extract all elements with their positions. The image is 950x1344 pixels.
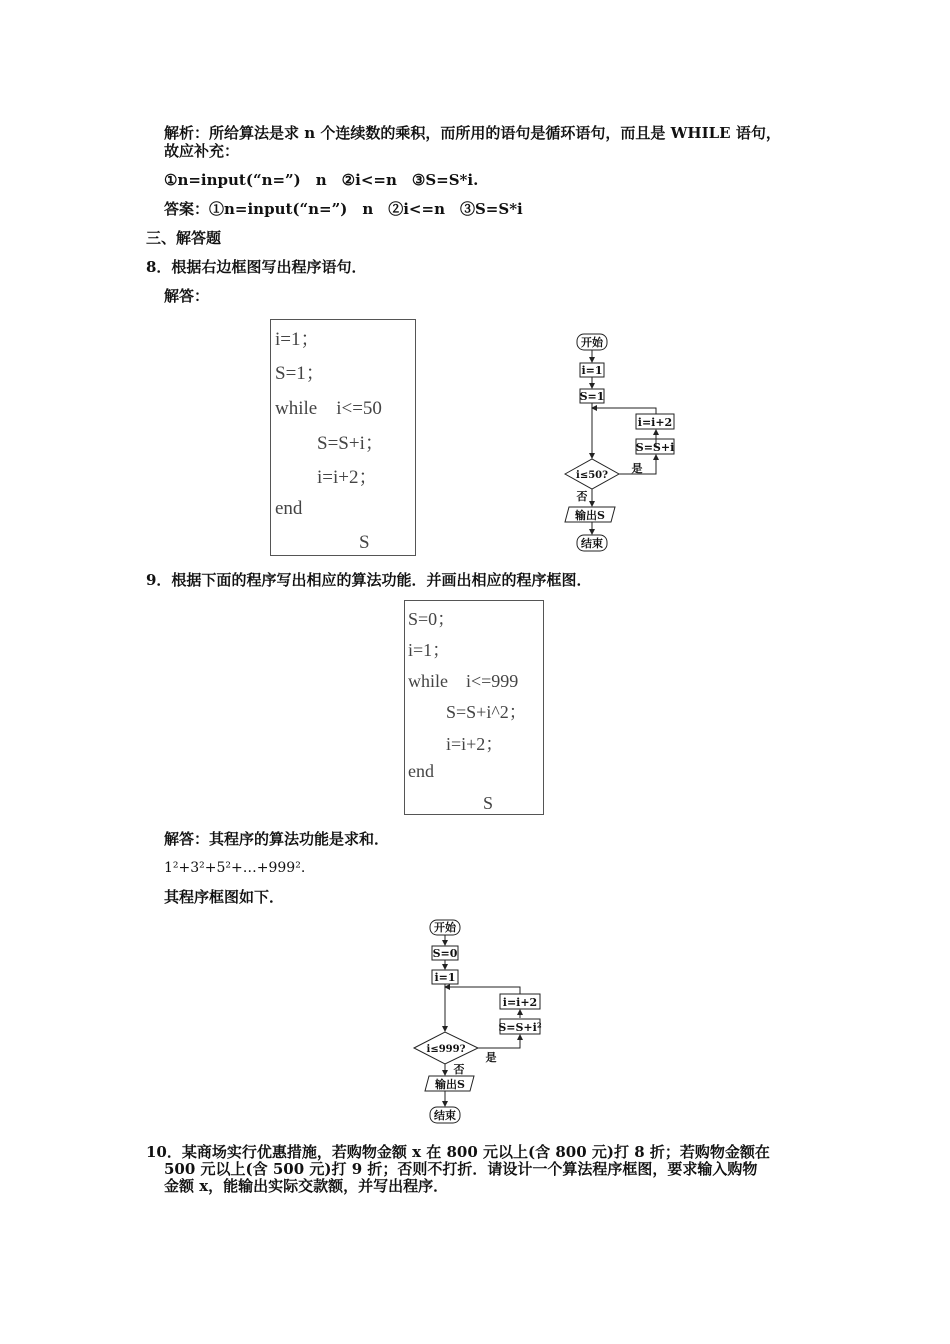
q10-line-3: 金额 x，能输出实际交款额，并写出程序． [164, 1177, 449, 1195]
q8-init-i-label: i=1 [581, 364, 603, 377]
q10-line-1: 10．某商场实行优惠措施，若购物金额 x 在 800 元以上(含 800 元)打 8 折；若购物金额在 [146, 1143, 770, 1161]
q8-no-label: 否 [576, 490, 588, 503]
q9-code-line-3: while i<=999 [408, 671, 519, 691]
q9-code-box [404, 600, 544, 815]
q9-flowchart [408, 916, 548, 1128]
q8-code-line-4: S=S+i； [317, 433, 384, 454]
q9-end-label: 结束 [434, 1109, 456, 1122]
analysis-line-2: 故应补充： [164, 142, 240, 160]
q8-output-label: 输出S [575, 509, 605, 522]
q9-no-label: 否 [453, 1063, 465, 1076]
q8-code-line-5: i=i+2； [317, 467, 378, 488]
q8-code-line-7: S [359, 532, 370, 553]
q8-code-line-3: while i<=50 [275, 398, 382, 419]
q9-code-line-1: S=0； [408, 609, 456, 629]
q8-end-label: 结束 [581, 537, 603, 550]
q8-init-s-label: S=1 [579, 390, 605, 403]
q8-code-line-1: i=1； [275, 329, 320, 350]
q9-code-line-2: i=1； [408, 640, 451, 660]
q9-init-s-label: S=0 [432, 947, 458, 960]
q9-inc-label: i=i+2 [502, 996, 538, 1009]
q9-acc-label: S=S+i² [498, 1021, 542, 1034]
q8-code-box [270, 319, 416, 556]
q8-answer-label: 解答： [164, 287, 210, 305]
q9-output-label: 输出S [435, 1078, 465, 1091]
analysis-line-1: 解析：所给算法是求 n 个连续数的乘积，而所用的语句是循环语句，而且是 WHILE 语句， [164, 124, 781, 142]
q8-start-label: 开始 [581, 336, 603, 349]
q10-line-2: 500 元以上(含 500 元)打 9 折；否则不打折．请设计一个算法程序框图，要求输入购物 [164, 1160, 758, 1178]
q9-question: 9．根据下面的程序写出相应的算法功能．并画出相应的程序框图． [146, 571, 592, 589]
q9-answer-line-2: 其程序框图如下． [164, 888, 285, 906]
q8-inc-label: i=i+2 [637, 416, 673, 429]
q9-sum-expression: 1²+3²+5²+…+999². [164, 860, 306, 876]
q8-condition-label: i≤50? [576, 470, 608, 481]
q8-question: 8．根据右边框图写出程序语句． [146, 258, 367, 276]
q9-start-label: 开始 [434, 921, 456, 934]
q9-code-line-4: S=S+i^2； [446, 702, 527, 722]
q9-init-i-label: i=1 [434, 971, 456, 984]
q9-condition-label: i≤999? [426, 1044, 466, 1055]
q9-code-line-6: end [408, 761, 434, 781]
q9-code-line-7: S [483, 793, 494, 813]
q8-code-line-2: S=1； [275, 363, 325, 384]
analysis-fill-answers: ①n=input(“n=”) n ②i<=n ③S=S*i. [164, 171, 479, 189]
q8-flowchart [555, 328, 690, 556]
answer-line: 答案：①n=input(“n=”) n ②i<=n ③S=S*i [164, 200, 523, 218]
q8-yes-label: 是 [631, 462, 643, 475]
q8-code-line-6: end [275, 498, 303, 519]
section-title: 三、解答题 [146, 229, 222, 247]
q9-answer-line-1: 解答：其程序的算法功能是求和． [164, 830, 390, 848]
q8-acc-label: S=S+i [635, 441, 675, 454]
q9-code-line-5: i=i+2； [446, 734, 504, 754]
q9-yes-label: 是 [485, 1051, 497, 1064]
